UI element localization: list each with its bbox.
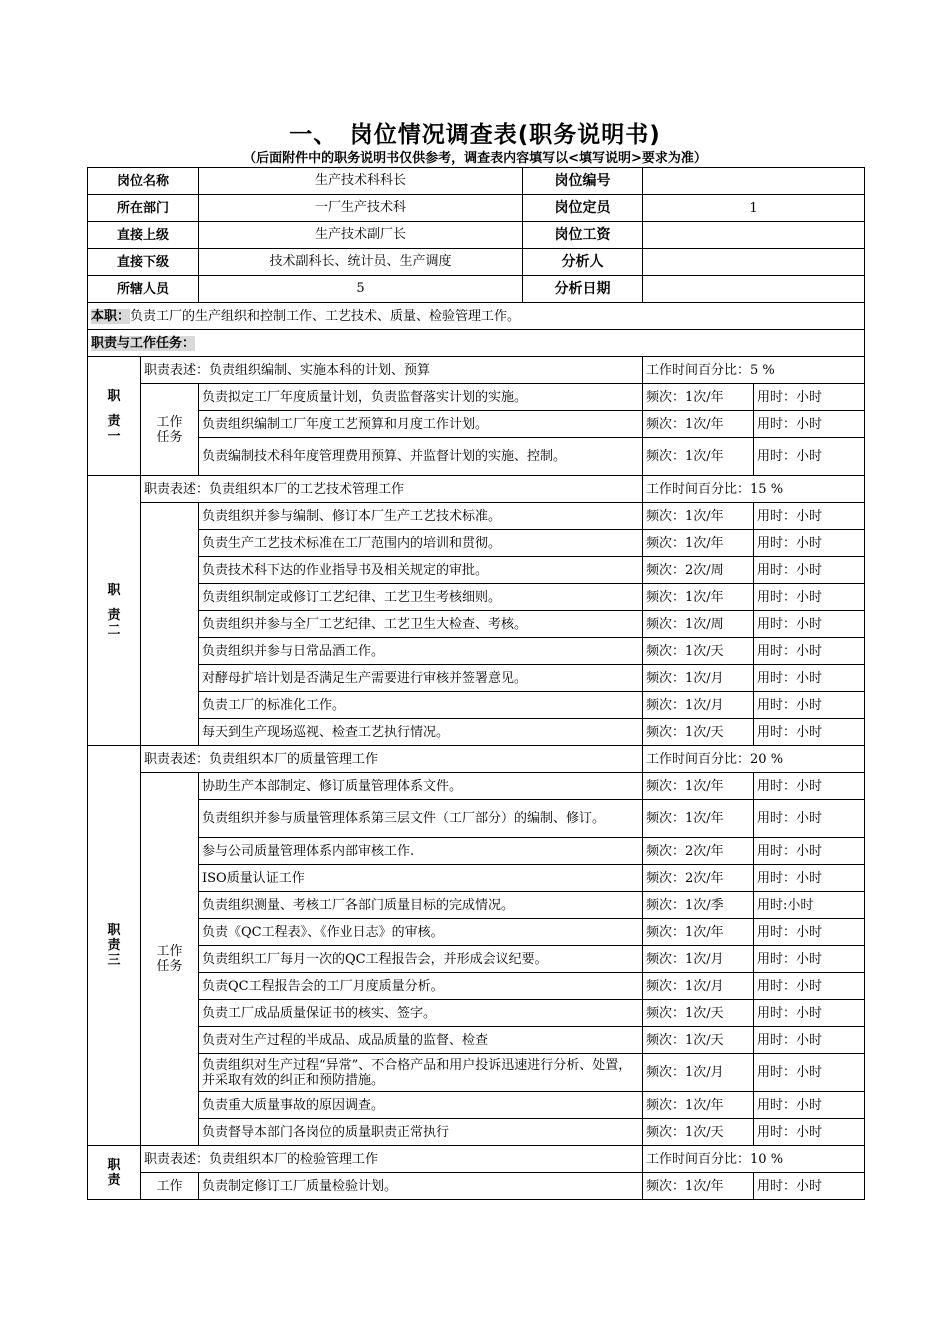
task-text: 每天到生产现场巡视、检查工艺执行情况。 [199, 719, 643, 746]
task-text: 负责组织对生产过程“异常”、不合格产品和用户投诉迅速进行分析、处置，并采取有效的纠正和预防措施。 [199, 1054, 643, 1092]
date-value [643, 276, 865, 303]
job-survey-table [87, 167, 865, 1200]
task-time: 用时：小时 [754, 557, 865, 584]
task-time: 用时：小时 [754, 800, 865, 838]
task-time: 用时：小时 [754, 973, 865, 1000]
task-text: 负责制定修订工厂质量检验计划。 [199, 1173, 643, 1200]
task-row [88, 384, 865, 411]
salary-label: 岗位工资 [554, 227, 611, 243]
duty3-percent: 工作时间百分比：20 % [643, 746, 865, 773]
task-freq: 频次：1次/月 [643, 973, 754, 1000]
task-freq: 频次：1次/年 [643, 584, 754, 611]
task-row [88, 946, 865, 973]
task-text: 负责编制技术科年度管理费用预算、并监督计划的实施、控制。 [199, 438, 643, 476]
task-time: 用时：小时 [754, 384, 865, 411]
task-freq: 频次：1次/周 [643, 611, 754, 638]
task-text: 负责组织并参与日常品酒工作。 [199, 638, 643, 665]
task-text: 负责《QC工程表》、《作业日志》的审核。 [199, 919, 643, 946]
quota-value: 1 [643, 195, 865, 222]
task-time: 用时：小时 [754, 773, 865, 800]
task-freq: 频次：1次/年 [643, 503, 754, 530]
task-row [88, 973, 865, 1000]
duty1-desc: 职责表述：负责组织编制、实施本科的计划、预算 [141, 357, 643, 384]
task-row [88, 838, 865, 865]
task-time: 用时：小时 [754, 1119, 865, 1146]
task-time: 用时：小时 [754, 865, 865, 892]
task-row [88, 692, 865, 719]
duty2-desc: 职责表述：负责组织本厂的工艺技术管理工作 [141, 476, 643, 503]
main-duty-label: 本职： [91, 308, 131, 324]
task-row [88, 411, 865, 438]
duty1-task-label: 工作任务 [141, 384, 199, 476]
task-freq: 频次：2次/年 [643, 838, 754, 865]
task-row [88, 438, 865, 476]
task-text: 负责组织并参与质量管理体系第三层文件（工厂部分）的编制、修订。 [199, 800, 643, 838]
task-row [88, 1119, 865, 1146]
date-label: 分析日期 [554, 281, 611, 297]
task-row [88, 919, 865, 946]
task-freq: 频次：1次/月 [643, 1054, 754, 1092]
task-text: 负责组织制定或修订工艺纪律、工艺卫生考核细则。 [199, 584, 643, 611]
tasks-header-row [88, 330, 865, 357]
task-freq: 频次：1次/年 [643, 384, 754, 411]
task-text: 负责生产工艺技术标准在工厂范围内的培训和贯彻。 [199, 530, 643, 557]
task-freq: 频次：1次/年 [643, 800, 754, 838]
superior-value: 生产技术副厂长 [199, 222, 523, 248]
task-freq: 频次：1次/年 [643, 530, 754, 557]
staff-label: 所辖人员 [88, 276, 199, 303]
duty-desc-row [88, 357, 865, 384]
task-text: 对酵母扩培计划是否满足生产需要进行审核并签署意见。 [199, 665, 643, 692]
info-row [88, 276, 865, 303]
analyst-label: 分析人 [561, 254, 604, 270]
task-time: 用时：小时 [754, 638, 865, 665]
task-text: 负责组织工厂每月一次的QC工程报告会，并形成会议纪要。 [199, 946, 643, 973]
task-row [88, 1054, 865, 1092]
subordinate-value: 技术副科长、统计员、生产调度 [199, 249, 523, 275]
task-time: 用时：小时 [754, 1000, 865, 1027]
task-freq: 频次：1次/年 [643, 1173, 754, 1200]
superior-label: 直接上级 [88, 222, 199, 249]
task-time: 用时：小时 [754, 919, 865, 946]
salary-value [643, 222, 865, 249]
task-row [88, 892, 865, 919]
task-row [88, 1092, 865, 1119]
info-row [88, 249, 865, 276]
duty3-label: 职 责 三 [88, 746, 141, 1146]
duty-desc-row [88, 476, 865, 503]
task-freq: 频次：1次/季 [643, 892, 754, 919]
duty4-percent: 工作时间百分比：10 % [643, 1146, 865, 1173]
task-time: 用时：小时 [754, 719, 865, 746]
task-time: 用时：小时 [754, 411, 865, 438]
task-freq: 频次：1次/月 [643, 946, 754, 973]
task-time: 用时：小时 [754, 503, 865, 530]
position-no-label: 岗位编号 [554, 173, 611, 189]
task-time: 用时：小时 [754, 946, 865, 973]
subordinate-label: 直接下级 [88, 249, 199, 276]
task-row [88, 611, 865, 638]
info-row [88, 195, 865, 222]
task-row [88, 557, 865, 584]
task-text: 负责重大质量事故的原因调查。 [199, 1092, 643, 1119]
task-freq: 频次：1次/月 [643, 665, 754, 692]
task-time: 用时：小时 [754, 438, 865, 476]
task-text: ISO质量认证工作 [199, 865, 643, 892]
task-text: 负责组织并参与编制、修订本厂生产工艺技术标准。 [199, 503, 643, 530]
task-text: 参与公司质量管理体系内部审核工作. [199, 838, 643, 865]
task-time: 用时：小时 [754, 692, 865, 719]
task-time: 用时：小时 [754, 1092, 865, 1119]
task-time: 用时：小时 [754, 611, 865, 638]
duty4-task-label: 工作 [141, 1173, 199, 1200]
duty2-label: 职 责 二 [88, 476, 141, 746]
page-title: 一、 岗位情况调查表(职务说明书) [289, 122, 661, 148]
task-text: 协助生产本部制定、修订质量管理体系文件。 [199, 773, 643, 800]
duty-desc-row [88, 1146, 865, 1173]
page-subtitle: （后面附件中的职务说明书仅供参考，调查表内容填写以<填写说明>要求为准） [243, 151, 707, 166]
tasks-header: 职责与工作任务： [91, 335, 196, 351]
duty1-label: 职 责 一 [88, 357, 141, 476]
task-time: 用时：小时 [754, 530, 865, 557]
duty3-task-label: 工作任务 [141, 773, 199, 1146]
info-row [88, 168, 865, 195]
duty2-task-label [141, 503, 199, 746]
analyst-value [643, 249, 865, 276]
info-row [88, 222, 865, 249]
task-freq: 频次：1次/天 [643, 719, 754, 746]
task-time: 用时：小时 [754, 1054, 865, 1092]
department-value: 一厂生产技术科 [199, 195, 523, 221]
task-row [88, 665, 865, 692]
task-freq: 频次：1次/天 [643, 1000, 754, 1027]
task-row [88, 773, 865, 800]
main-duty-row [88, 303, 865, 330]
duty2-percent: 工作时间百分比：15 % [643, 476, 865, 503]
quota-label: 岗位定员 [554, 200, 611, 216]
duty4-label: 职 责 [88, 1146, 141, 1200]
task-freq: 频次：1次/年 [643, 773, 754, 800]
task-freq: 频次：2次/周 [643, 557, 754, 584]
task-time: 用时：小时 [754, 665, 865, 692]
main-duty-text: 负责工厂的生产组织和控制工作、工艺技术、质量、检验管理工作。 [130, 308, 521, 324]
task-text: 负责技术科下达的作业指导书及相关规定的审批。 [199, 557, 643, 584]
task-text: 负责工厂的标准化工作。 [199, 692, 643, 719]
task-freq: 频次：1次/年 [643, 411, 754, 438]
task-text: 负责QC工程报告会的工厂月度质量分析。 [199, 973, 643, 1000]
task-freq: 频次：1次/月 [643, 692, 754, 719]
duty4-desc: 职责表述：负责组织本厂的检验管理工作 [141, 1146, 643, 1173]
task-text: 负责工厂成品质量保证书的核实、签字。 [199, 1000, 643, 1027]
task-freq: 频次：1次/年 [643, 919, 754, 946]
position-name-label: 岗位名称 [88, 168, 199, 195]
task-text: 负责组织编制工厂年度工艺预算和月度工作计划。 [199, 411, 643, 438]
department-label: 所在部门 [88, 195, 199, 222]
task-row [88, 1000, 865, 1027]
task-text: 负责组织测量、考核工厂各部门质量目标的完成情况。 [199, 892, 643, 919]
task-row [88, 1173, 865, 1200]
task-time: 用时：小时 [754, 584, 865, 611]
position-name-value: 生产技术科科长 [199, 168, 523, 194]
task-row [88, 530, 865, 557]
task-text: 负责督导本部门各岗位的质量职责正常执行 [199, 1119, 643, 1146]
task-time: 用时：小时 [754, 1027, 865, 1054]
duty3-desc: 职责表述：负责组织本厂的质量管理工作 [141, 746, 643, 773]
task-text: 负责组织并参与全厂工艺纪律、工艺卫生大检查、考核。 [199, 611, 643, 638]
duty1-percent: 工作时间百分比：5 % [643, 357, 865, 384]
task-freq: 频次：1次/天 [643, 1119, 754, 1146]
task-text: 负责对生产过程的半成品、成品质量的监督、检查 [199, 1027, 643, 1054]
task-freq: 频次：1次/年 [643, 438, 754, 476]
task-row [88, 638, 865, 665]
task-freq: 频次：1次/天 [643, 1027, 754, 1054]
task-row [88, 865, 865, 892]
task-freq: 频次：1次/年 [643, 1092, 754, 1119]
task-row [88, 584, 865, 611]
duty-desc-row [88, 746, 865, 773]
task-freq: 频次：2次/年 [643, 865, 754, 892]
task-time: 用时：小时 [754, 1173, 865, 1200]
task-row [88, 800, 865, 838]
task-text: 负责拟定工厂年度质量计划，负责监督落实计划的实施。 [199, 384, 643, 411]
task-freq: 频次：1次/天 [643, 638, 754, 665]
task-time: 用时:小时 [754, 892, 865, 919]
task-time: 用时：小时 [754, 838, 865, 865]
task-row [88, 719, 865, 746]
position-no-value [643, 168, 865, 195]
staff-value: 5 [199, 276, 523, 302]
task-row [88, 503, 865, 530]
task-row [88, 1027, 865, 1054]
